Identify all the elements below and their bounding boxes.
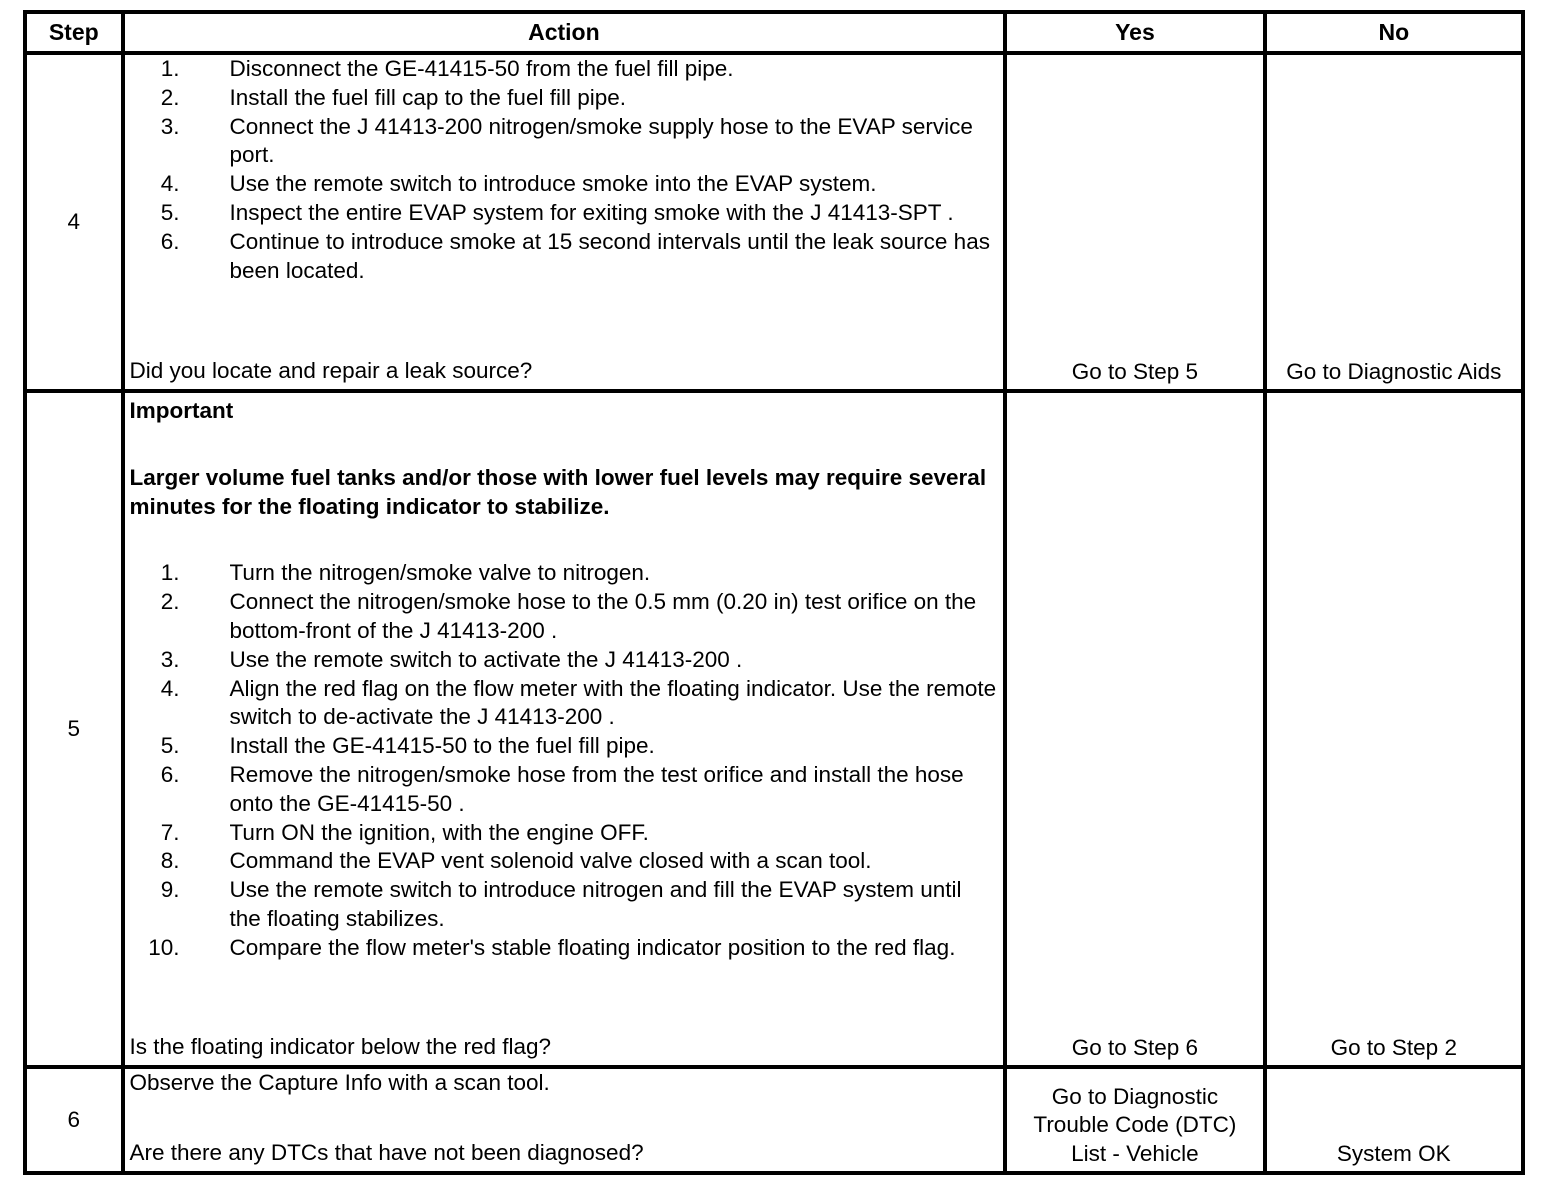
- no-link[interactable]: Go to Step 2: [1330, 1035, 1457, 1061]
- yes-link[interactable]: Go to Step 6: [1071, 1035, 1199, 1061]
- no-cell: [1265, 1067, 1523, 1173]
- yes-cell: [1005, 1067, 1264, 1173]
- action-cell: [123, 391, 1006, 1067]
- step-number: 5: [25, 391, 123, 1067]
- yes-link[interactable]: Go to Step 5: [1071, 359, 1199, 385]
- header-no: No: [1265, 12, 1523, 53]
- list-item: 9. Use the remote switch to introduce nitrogen and fill the EVAP system until the floating stabilizes.: [160, 877, 962, 931]
- action-cell: [123, 53, 1006, 391]
- intro-text: Observe the Capture Info with a scan tool.: [129, 1070, 550, 1095]
- important-title: Important: [129, 398, 234, 423]
- instruction-list: [130, 55, 998, 285]
- list-item: 6. Remove the nitrogen/smoke hose from the test orifice and install the hose onto the GE-41415-50 .: [160, 761, 964, 816]
- list-item: 3. Use the remote switch to activate the J 41413-200 .: [160, 646, 743, 672]
- list-item: 1. Disconnect the GE-41415-50 from the fuel fill pipe.: [160, 56, 734, 81]
- list-item: 7. Turn ON the ignition, with the engine OFF.: [160, 819, 649, 845]
- yes-cell: [1005, 391, 1264, 1067]
- step-number: 6: [25, 1067, 123, 1173]
- list-item: 10. Compare the flow meter's stable floating indicator position to the red flag.: [148, 934, 956, 960]
- table-row: [25, 391, 1523, 1067]
- list-item: 2. Connect the nitrogen/smoke hose to the 0.5 mm (0.20 in) test orifice on the bottom-front of the J 41413-200 .: [160, 589, 977, 643]
- no-link[interactable]: Go to Diagnostic Aids: [1286, 359, 1502, 385]
- diagnostic-table: [23, 10, 1525, 1175]
- action-cell: [123, 1067, 1006, 1173]
- table-row: [25, 53, 1523, 391]
- no-cell: [1265, 53, 1523, 391]
- list-item: 2. Install the fuel fill cap to the fuel fill pipe.: [160, 84, 626, 110]
- list-item: 3. Connect the J 41413-200 nitrogen/smoke supply hose to the EVAP service port.: [160, 113, 973, 168]
- question-text: Is the floating indicator below the red flag?: [129, 1034, 552, 1060]
- yes-link[interactable]: Go to Diagnostic Trouble Code (DTC) List - Vehicle: [1033, 1083, 1237, 1167]
- no-link[interactable]: System OK: [1336, 1141, 1451, 1167]
- step-number: 4: [25, 53, 123, 391]
- header-row: [25, 12, 1523, 53]
- list-item: 5. Install the GE-41415-50 to the fuel fill pipe.: [160, 733, 655, 759]
- no-cell: [1265, 391, 1523, 1067]
- list-item: 4. Use the remote switch to introduce smoke into the EVAP system.: [160, 171, 877, 197]
- list-item: 8. Command the EVAP vent solenoid valve closed with a scan tool.: [160, 848, 872, 874]
- question-text: Are there any DTCs that have not been diagnosed?: [129, 1140, 644, 1166]
- instruction-list: [130, 559, 998, 962]
- header-yes: Yes: [1005, 12, 1264, 53]
- list-item: 5. Inspect the entire EVAP system for exiting smoke with the J 41413-SPT .: [160, 199, 954, 225]
- list-item: 1. Turn the nitrogen/smoke valve to nitrogen.: [160, 560, 651, 586]
- question-text: Did you locate and repair a leak source?: [129, 358, 533, 384]
- header-step: Step: [25, 12, 123, 53]
- list-item: 6. Continue to introduce smoke at 15 second intervals until the leak source has been located.: [160, 228, 990, 283]
- header-action: Action: [123, 12, 1006, 53]
- list-item: 4. Align the red flag on the flow meter with the floating indicator. Use the remote switch to de-activate the J 41413-200 .: [160, 675, 997, 730]
- yes-cell: [1005, 53, 1264, 391]
- table-row: [25, 1067, 1523, 1173]
- important-note: Larger volume fuel tanks and/or those with lower fuel levels may require several minutes for the floating indicator to stabilize.: [129, 464, 987, 519]
